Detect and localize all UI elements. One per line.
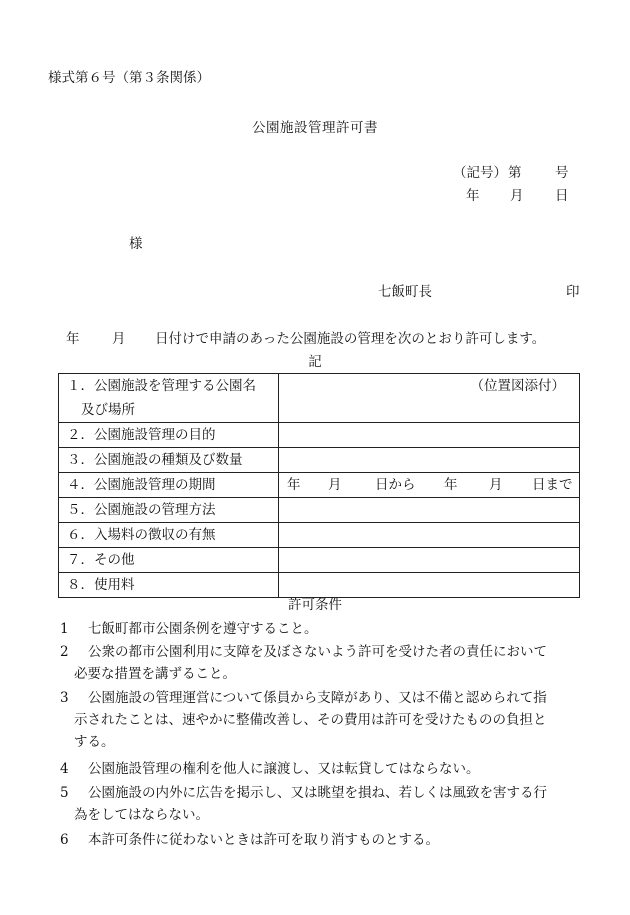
notice-text: 日付けで申請のあった公園施設の管理を次のとおり許可します。 bbox=[155, 331, 546, 347]
ki-heading: 記 bbox=[308, 354, 322, 370]
condition-item bbox=[60, 758, 582, 780]
row-label-line: 及び場所 bbox=[81, 402, 135, 418]
condition-text: 公衆の都市公園利用に支障を及ぼさないよう許可を受けた者の責任において bbox=[88, 644, 547, 660]
row-label: ４．公園施設管理の期間 bbox=[59, 473, 279, 498]
condition-text: 本許可条件に従わないときは許可を取り消すものとする。 bbox=[88, 832, 439, 848]
period-range bbox=[285, 473, 573, 497]
row-label: ７．その他 bbox=[59, 548, 279, 573]
date-month: 月 bbox=[510, 188, 524, 204]
condition-number: 2 bbox=[60, 644, 69, 660]
row-label: ３．公園施設の種類及び数量 bbox=[59, 448, 279, 473]
date-year: 年 bbox=[466, 188, 480, 204]
table-row bbox=[59, 448, 580, 473]
notice-year: 年 bbox=[66, 331, 80, 347]
row-value bbox=[279, 374, 580, 423]
condition-text: 為をしてはならない。 bbox=[74, 807, 209, 823]
condition-number: 5 bbox=[60, 785, 69, 801]
table-row bbox=[59, 498, 580, 523]
condition-number: 3 bbox=[60, 690, 69, 706]
period-year-start: 年 bbox=[287, 477, 301, 493]
date-day: 日 bbox=[555, 188, 569, 204]
condition-item bbox=[60, 687, 582, 753]
row-label bbox=[59, 374, 279, 423]
condition-item bbox=[60, 618, 582, 640]
attachment-note: （位置図添付） bbox=[470, 378, 565, 394]
row-value bbox=[279, 473, 580, 498]
notice-month: 月 bbox=[112, 331, 126, 347]
row-value bbox=[279, 423, 580, 448]
form-number: 様式第６号（第３条関係） bbox=[48, 70, 210, 86]
seal-mark: 印 bbox=[566, 284, 580, 300]
period-month-start: 月 bbox=[328, 477, 342, 493]
row-label: ５．公園施設の管理方法 bbox=[59, 498, 279, 523]
row-value bbox=[279, 548, 580, 573]
condition-text: 七飯町都市公園条例を遵守すること。 bbox=[88, 621, 318, 637]
table-row bbox=[59, 374, 580, 423]
condition-item bbox=[60, 782, 582, 826]
row-label: ６．入場料の徴収の有無 bbox=[59, 523, 279, 548]
condition-text: 公園施設の内外に広告を掲示し、又は眺望を損ね、若しくは風致を害する行 bbox=[88, 785, 547, 801]
addressee-suffix: 様 bbox=[129, 236, 143, 252]
condition-number: 4 bbox=[60, 761, 69, 777]
row-value bbox=[279, 448, 580, 473]
reference-go: 号 bbox=[555, 165, 569, 181]
condition-text: 必要な措置を講ずること。 bbox=[74, 666, 236, 682]
row-value bbox=[279, 523, 580, 548]
table-row bbox=[59, 548, 580, 573]
row-label: ２．公園施設管理の目的 bbox=[59, 423, 279, 448]
period-year-end: 年 bbox=[444, 477, 458, 493]
condition-text: する。 bbox=[74, 734, 115, 750]
condition-number: 1 bbox=[60, 621, 69, 637]
row-value bbox=[279, 498, 580, 523]
period-day-end: 日まで bbox=[532, 477, 573, 493]
conditions-title: 許可条件 bbox=[288, 597, 342, 613]
table-row bbox=[59, 423, 580, 448]
period-month-end: 月 bbox=[489, 477, 503, 493]
issuer-name: 七飯町長 bbox=[378, 284, 432, 300]
row-value bbox=[279, 573, 580, 598]
condition-item bbox=[60, 641, 582, 685]
row-label-line: １．公園施設を管理する公園名 bbox=[67, 378, 256, 394]
permit-items-table bbox=[58, 373, 580, 598]
table-row bbox=[59, 473, 580, 498]
condition-number: 6 bbox=[60, 832, 69, 848]
document-title: 公園施設管理許可書 bbox=[252, 120, 378, 136]
condition-text: 公園施設の管理運営について係員から支障があり、又は不備と認められて指 bbox=[88, 690, 547, 706]
condition-text: 示されたことは、速やかに整備改善し、その費用は許可を受けたものの負担と bbox=[74, 712, 547, 728]
period-day-start: 日から bbox=[375, 477, 416, 493]
condition-item bbox=[60, 829, 582, 851]
condition-text: 公園施設管理の権利を他人に譲渡し、又は転貸してはならない。 bbox=[88, 761, 480, 777]
table-row bbox=[59, 573, 580, 598]
table-row bbox=[59, 523, 580, 548]
reference-label: （記号） bbox=[453, 165, 507, 181]
reference-dai: 第 bbox=[508, 165, 522, 181]
row-label: ８．使用料 bbox=[59, 573, 279, 598]
